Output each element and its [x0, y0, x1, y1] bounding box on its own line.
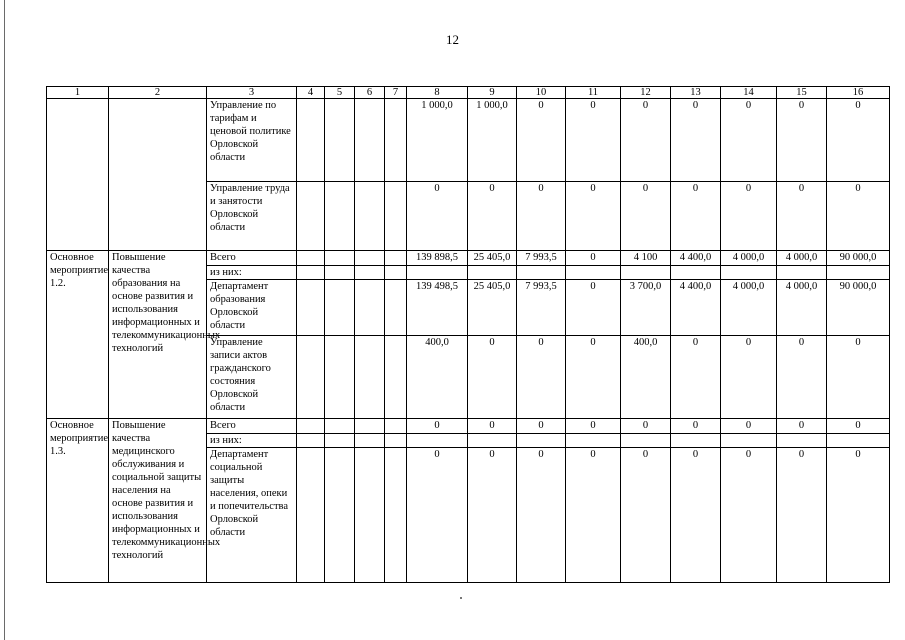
empty-cell: [297, 448, 325, 583]
empty-cell: [325, 266, 355, 280]
empty-cell: [325, 182, 355, 251]
table-row: [47, 419, 890, 434]
empty-cell: [385, 99, 407, 182]
empty-cell: [355, 251, 385, 266]
value-cell: 0: [407, 419, 468, 434]
empty-cell: [385, 448, 407, 583]
value-cell: [621, 434, 671, 448]
value-cell: 0: [517, 182, 566, 251]
page-number: 12: [446, 32, 459, 47]
value-cell: 25 405,0: [468, 251, 517, 266]
empty-cell: [297, 280, 325, 336]
value-cell: 0: [468, 336, 517, 419]
executor-cell: из них:: [207, 434, 297, 448]
value-cell: 0: [621, 182, 671, 251]
scan-speck: [460, 597, 462, 599]
executor-cell: Всего: [207, 251, 297, 266]
empty-cell: [297, 336, 325, 419]
executor-cell: Управление по тарифам и ценовой политике Орловской области: [207, 99, 297, 182]
value-cell: 0: [777, 99, 827, 182]
value-cell: 0: [777, 336, 827, 419]
value-cell: 4 000,0: [721, 280, 777, 336]
value-cell: 0: [671, 99, 721, 182]
activity-description-cell: Повышение качества медицинского обслуживания и социальной защиты населения на основе развития и использования информационных и телекоммуникационных технологий: [109, 419, 207, 583]
value-cell: 0: [407, 182, 468, 251]
value-cell: 0: [621, 419, 671, 434]
scan-edge-line: [4, 0, 5, 640]
value-cell: [777, 434, 827, 448]
value-cell: [566, 266, 621, 280]
empty-cell: [297, 182, 325, 251]
value-cell: 1 000,0: [407, 99, 468, 182]
value-cell: 139 898,5: [407, 251, 468, 266]
empty-cell: [385, 182, 407, 251]
empty-cell: [325, 434, 355, 448]
empty-cell: [325, 251, 355, 266]
column-header: 15: [777, 87, 827, 99]
value-cell: 0: [566, 99, 621, 182]
value-cell: [407, 434, 468, 448]
empty-cell: [297, 434, 325, 448]
value-cell: 0: [721, 182, 777, 251]
value-cell: 0: [517, 448, 566, 583]
value-cell: [827, 266, 890, 280]
column-header: 3: [207, 87, 297, 99]
empty-cell: [385, 419, 407, 434]
value-cell: 0: [517, 336, 566, 419]
empty-cell: [355, 448, 385, 583]
value-cell: 4 400,0: [671, 280, 721, 336]
value-cell: 4 000,0: [777, 251, 827, 266]
executor-cell: Управление записи актов гражданского состояния Орловской области: [207, 336, 297, 419]
activity-description-cell: Повышение качества образования на основе развития и использования информационных и телекоммуникационных технологий: [109, 251, 207, 419]
column-header: 2: [109, 87, 207, 99]
value-cell: 0: [566, 251, 621, 266]
activity-cell: Основное мероприятие 1.3.: [47, 419, 109, 583]
empty-cell: [355, 336, 385, 419]
activity-description-cell: [109, 99, 207, 251]
empty-cell: [297, 266, 325, 280]
value-cell: 400,0: [621, 336, 671, 419]
value-cell: 0: [468, 419, 517, 434]
column-header: 9: [468, 87, 517, 99]
value-cell: 139 498,5: [407, 280, 468, 336]
empty-cell: [385, 251, 407, 266]
value-cell: [671, 266, 721, 280]
value-cell: 7 993,5: [517, 280, 566, 336]
empty-cell: [355, 99, 385, 182]
value-cell: 0: [407, 448, 468, 583]
value-cell: 0: [671, 419, 721, 434]
value-cell: 0: [517, 99, 566, 182]
value-cell: 0: [827, 448, 890, 583]
value-cell: [517, 434, 566, 448]
value-cell: 90 000,0: [827, 251, 890, 266]
value-cell: 0: [671, 448, 721, 583]
value-cell: 1 000,0: [468, 99, 517, 182]
value-cell: 4 000,0: [721, 251, 777, 266]
column-header: 6: [355, 87, 385, 99]
value-cell: 0: [827, 336, 890, 419]
empty-cell: [385, 434, 407, 448]
budget-table: [46, 86, 890, 583]
value-cell: 0: [621, 99, 671, 182]
executor-cell: Управление труда и занятости Орловской области: [207, 182, 297, 251]
empty-cell: [355, 182, 385, 251]
empty-cell: [325, 448, 355, 583]
value-cell: 25 405,0: [468, 280, 517, 336]
value-cell: 0: [721, 419, 777, 434]
empty-cell: [355, 280, 385, 336]
value-cell: 0: [566, 448, 621, 583]
value-cell: 0: [468, 182, 517, 251]
column-header: 1: [47, 87, 109, 99]
value-cell: [468, 434, 517, 448]
empty-cell: [355, 266, 385, 280]
value-cell: [671, 434, 721, 448]
value-cell: 0: [721, 448, 777, 583]
empty-cell: [297, 99, 325, 182]
column-header: 14: [721, 87, 777, 99]
value-cell: 0: [777, 448, 827, 583]
value-cell: 4 400,0: [671, 251, 721, 266]
value-cell: 0: [827, 99, 890, 182]
table-row: [47, 99, 890, 182]
column-header: 16: [827, 87, 890, 99]
empty-cell: [355, 434, 385, 448]
value-cell: 0: [566, 336, 621, 419]
column-number-row: [47, 87, 890, 99]
empty-cell: [325, 280, 355, 336]
value-cell: 0: [721, 99, 777, 182]
column-header: 13: [671, 87, 721, 99]
value-cell: 4 000,0: [777, 280, 827, 336]
value-cell: 0: [671, 336, 721, 419]
value-cell: 3 700,0: [621, 280, 671, 336]
value-cell: [721, 266, 777, 280]
value-cell: [777, 266, 827, 280]
table-row: [47, 251, 890, 266]
value-cell: [566, 434, 621, 448]
value-cell: [517, 266, 566, 280]
value-cell: 0: [827, 419, 890, 434]
value-cell: 400,0: [407, 336, 468, 419]
value-cell: 0: [777, 182, 827, 251]
empty-cell: [297, 419, 325, 434]
column-header: 7: [385, 87, 407, 99]
value-cell: [621, 266, 671, 280]
value-cell: 7 993,5: [517, 251, 566, 266]
value-cell: 0: [566, 182, 621, 251]
value-cell: 0: [777, 419, 827, 434]
value-cell: [407, 266, 468, 280]
value-cell: [721, 434, 777, 448]
column-header: 8: [407, 87, 468, 99]
column-header: 11: [566, 87, 621, 99]
activity-cell: Основное мероприятие 1.2.: [47, 251, 109, 419]
executor-cell: из них:: [207, 266, 297, 280]
value-cell: [468, 266, 517, 280]
empty-cell: [385, 280, 407, 336]
value-cell: 0: [468, 448, 517, 583]
column-header: 4: [297, 87, 325, 99]
empty-cell: [385, 266, 407, 280]
executor-cell: Департамент социальной защиты населения, опеки и попечительства Орловской области: [207, 448, 297, 583]
value-cell: 0: [621, 448, 671, 583]
empty-cell: [325, 336, 355, 419]
executor-cell: Департамент образования Орловской области: [207, 280, 297, 336]
value-cell: 0: [827, 182, 890, 251]
empty-cell: [297, 251, 325, 266]
empty-cell: [355, 419, 385, 434]
empty-cell: [385, 336, 407, 419]
value-cell: 0: [566, 280, 621, 336]
value-cell: [827, 434, 890, 448]
activity-cell: [47, 99, 109, 251]
executor-cell: Всего: [207, 419, 297, 434]
column-header: 5: [325, 87, 355, 99]
value-cell: 0: [671, 182, 721, 251]
empty-cell: [325, 99, 355, 182]
value-cell: 0: [517, 419, 566, 434]
value-cell: 90 000,0: [827, 280, 890, 336]
column-header: 10: [517, 87, 566, 99]
value-cell: 0: [721, 336, 777, 419]
empty-cell: [325, 419, 355, 434]
value-cell: 4 100: [621, 251, 671, 266]
value-cell: 0: [566, 419, 621, 434]
column-header: 12: [621, 87, 671, 99]
